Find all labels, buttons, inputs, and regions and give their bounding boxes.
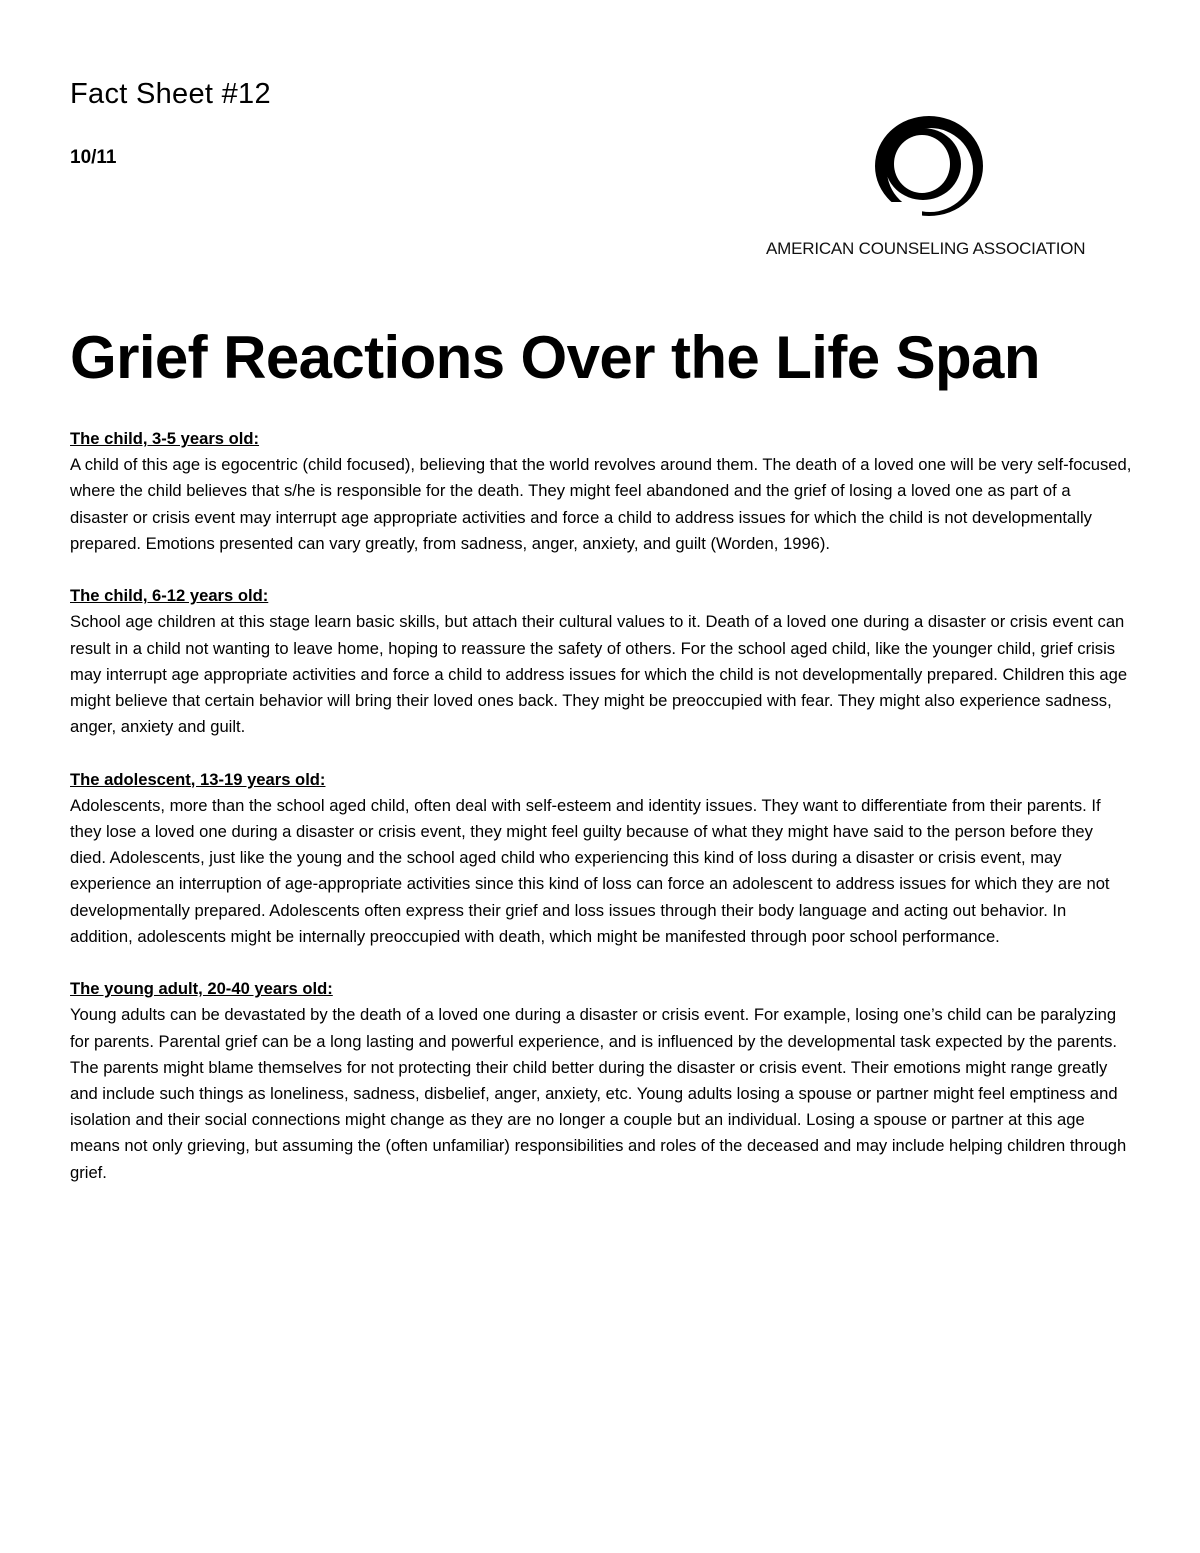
section-heading: The child, 3-5 years old: <box>70 429 260 448</box>
section-paragraph: Young adults can be devastated by the death of a loved one during a disaster or crisis event. For example, losing one’s child can be paralyzing for parents. Parental grief can be a long lasting and powerful experience, and is influenced by the developmental task expected by the parents. The parents might blame themselves for not protecting their child better during the disaster or crisis event. Their emotions might range greatly and include such things as loneliness, sadness, disbelief, anger, anxiety, etc. Young adults losing a spouse or partner might feel emptiness and isolation and their social connections might change as they are no longer a couple but an individual. Losing a spouse or partner at this age means not only grieving, but assuming the (often unfamiliar) responsibilities and roles of the deceased and may include helping children through grief. <box>70 1005 1127 1182</box>
section-child-3-5 <box>70 426 1132 557</box>
aca-ring-logo-icon <box>862 104 992 224</box>
section-paragraph: Adolescents, more than the school aged child, often deal with self-esteem and identity issues. They want to differentiate from their parents. If they lose a loved one during a disaster or crisis event, they might feel guilty because of what they might have said to the person before they died. Adolescents, just like the young and the school aged child who experiencing this kind of loss during a disaster or crisis event, may experience an interruption of age-appropriate activities since this kind of loss can force an adolescent to address issues for which they are not developmentally prepared. Adolescents often express their grief and loss issues through their body language and acting out behavior. In addition, adolescents might be internally preoccupied with death, which might be manifested through poor school performance. <box>70 795 1110 946</box>
section-paragraph: A child of this age is egocentric (child focused), believing that the world revolves around them. The death of a loved one will be very self-focused, where the child believes that s/he is responsible for the death. They might feel abandoned and the grief of losing a loved one as part of a disaster or crisis event may interrupt age appropriate activities and force a child to address issues for which the child is not developmentally prepared. Emotions presented can vary greatly, from sadness, anger, anxiety, and guilt (Worden, 1996). <box>70 455 1132 553</box>
page-title: Grief Reactions Over the Life Span <box>70 324 1040 391</box>
section-adolescent-13-19 <box>70 767 1132 950</box>
fact-sheet-date: 10/11 <box>70 147 117 168</box>
section-paragraph: School age children at this stage learn basic skills, but attach their cultural values to it. Death of a loved one during a disaster or crisis event can result in a child not wanting to leave home, hoping to reassure the safety of others. For the school aged child, like the younger child, grief crisis may interrupt age appropriate activities and force a child to address issues for which the child is not developmentally prepared. Children this age might believe that certain behavior will bring their loved ones back. They might be preoccupied with fear. They might also experience sadness, anger, anxiety and guilt. <box>70 612 1128 737</box>
organization-name: AMERICAN COUNSELING ASSOCIATION <box>766 239 1086 258</box>
section-heading: The young adult, 20-40 years old: <box>70 979 333 999</box>
document-body <box>70 426 1132 1212</box>
section-child-6-12 <box>70 583 1132 740</box>
organization-logo <box>762 104 1102 264</box>
section-heading: The adolescent, 13-19 years old: <box>70 769 326 789</box>
section-young-adult-20-40 <box>70 976 1132 1186</box>
section-heading: The child, 6-12 years old: <box>70 586 269 606</box>
fact-sheet-label: Fact Sheet #12 <box>70 78 271 110</box>
